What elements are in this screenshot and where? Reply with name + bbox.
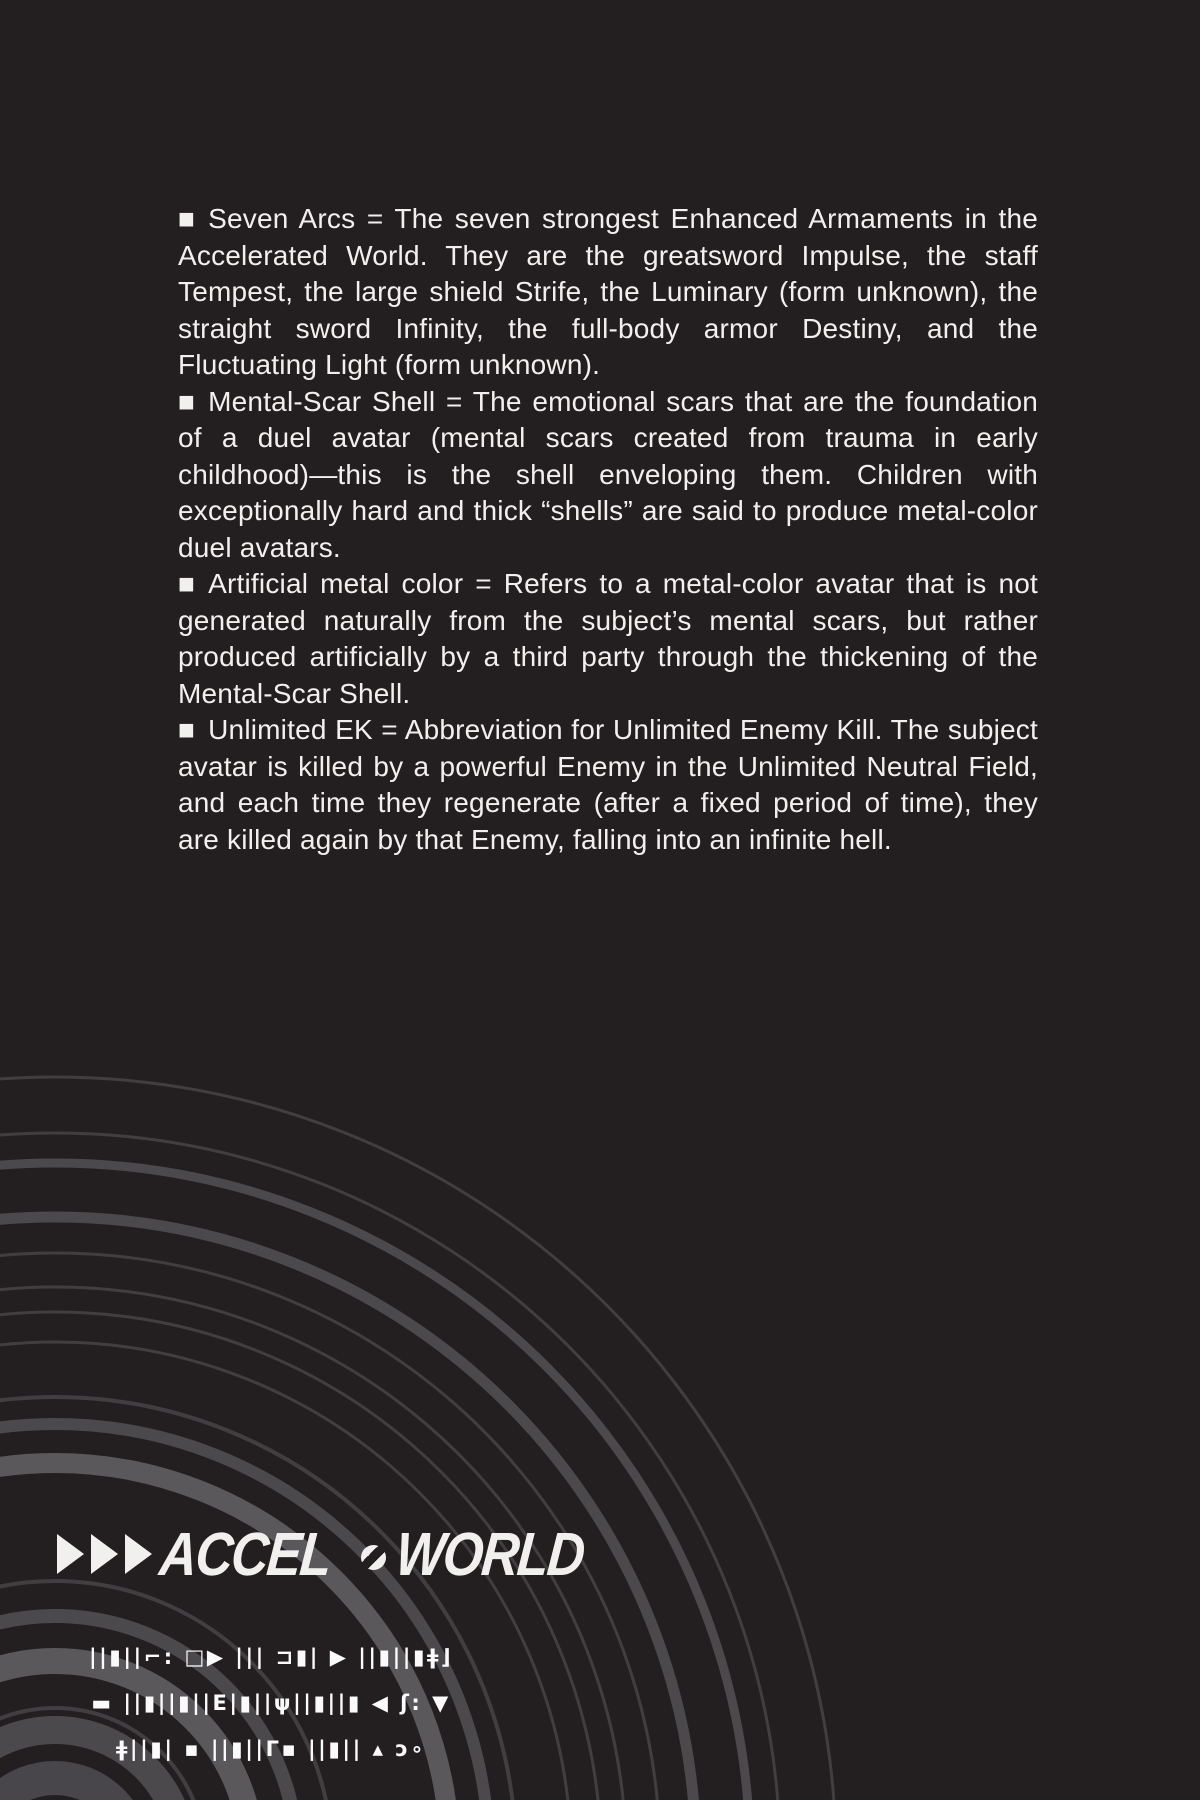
accel-world-logo	[57, 1520, 616, 1588]
fast-forward-triangle-icon	[57, 1534, 84, 1574]
square-bullet-icon: ■	[178, 203, 196, 234]
square-bullet-icon: ■	[178, 385, 196, 417]
logo-word-accel: ACCEL	[157, 1520, 334, 1588]
fast-forward-triangle-icon	[125, 1534, 152, 1574]
glossary-text-block	[178, 201, 1038, 858]
square-bullet-icon: ■	[178, 568, 196, 599]
glossary-entry-text: Unlimited EK = Abbreviation for Unlimited Enemy Kill. The subject avatar is killed by a powerful Enemy in the Unlimited Neutral Field, and each time they regenerate (after a fixed period of time), they are killed again by that Enemy, falling into an infinite hell.	[178, 714, 1038, 855]
glossary-entry-artificial-metal-color	[178, 566, 1038, 712]
glossary-entry-mental-scar-shell	[178, 384, 1038, 567]
glossary-entry-unlimited-ek	[178, 712, 1038, 858]
glossary-entry-seven-arcs	[178, 201, 1038, 384]
square-bullet-icon: ■	[178, 714, 196, 745]
cipher-line-1: ||▮||⌐: □▶ ||| ⊐▮| ▶ ||▮||▮ǂ⌋	[88, 1645, 454, 1669]
cipher-text-block	[48, 1643, 494, 1781]
glossary-entry-text: Mental-Scar Shell = The emotional scars that are the foundation of a duel avatar (mental scars created from trauma in early childhood)—this is the shell enveloping them. Children with exceptionally hard and thick “shells” are said to produce metal-color duel avatars.	[178, 385, 1038, 563]
glossary-entry-text: Seven Arcs = The seven strongest Enhanced Armaments in the Accelerated World. They are the greatsword Impulse, the staff Tempest, the large shield Strife, the Luminary (form unknown), the straight sword Infinity, the full-body armor Destiny, and the Fluctuating Light (form unknown).	[178, 203, 1038, 380]
fast-forward-triangle-icon	[91, 1534, 118, 1574]
logo-word-world: WORLD	[393, 1520, 587, 1588]
slashed-ball-dot-icon	[361, 1545, 386, 1570]
glossary-entry-text: Artificial metal color = Refers to a metal-color avatar that is not generated naturally from the subject’s mental scars, but rather produced artificially by a third party through the thickening of the Mental-Scar Shell.	[178, 568, 1038, 709]
cipher-line-3: ǂ||▮| ▪ ||▮||Γ▪ ||▮|| ▴ ɔ∘	[116, 1737, 426, 1761]
cipher-line-2: ▬ ||▮||▮||Ε|▮||ψ||▮||▮ ◀ ʃ: ▼	[91, 1691, 451, 1715]
